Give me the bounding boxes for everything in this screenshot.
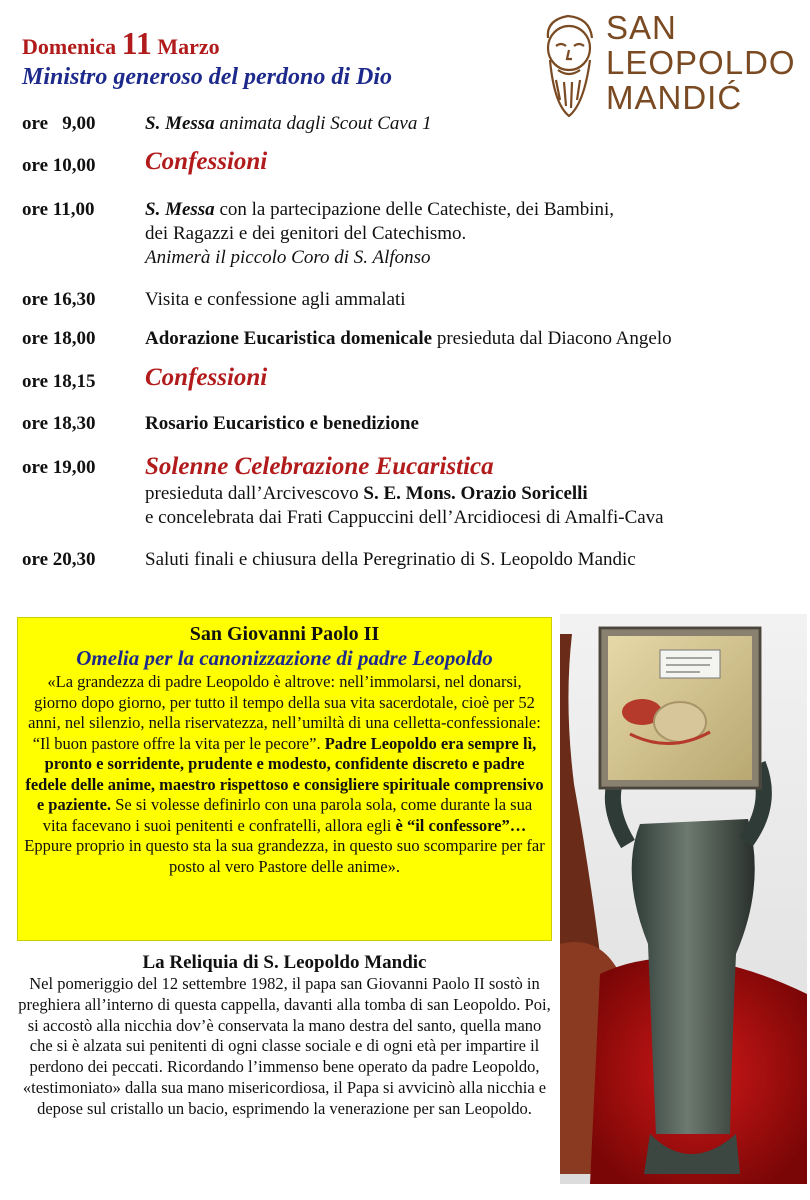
relic-text: Nel pomeriggio del 12 settembre 1982, il papa san Giovanni Paolo II sostò in preghiera all’interno di questa cappella, davanti alla tomba di san Leopoldo. Poi, si accostò alla nicchia dov’è conservata la mano destra del santo, quella mano che si è alzata sui penitenti di ogni classe sociale e di ogni età per impartire il perdono dei peccati. Ricordando l’immenso bene operato da padre Leopoldo, «testimoniato» dalla sua mano misericordiosa, il Papa si avvicinò alla nicchia e depose sul cristallo un bacio, esprimendo la venerazione per san Leopoldo.	[18, 974, 551, 1118]
schedule-desc: S. Messa con la partecipazione delle Catechiste, dei Bambini, dei Ragazzi e dei genitori del Catechismo. Animerà il piccolo Coro di S. Alfonso	[145, 199, 615, 268]
date-prefix: Domenica	[22, 34, 117, 59]
date-month: Marzo	[157, 34, 220, 59]
saint-portrait-icon	[536, 8, 606, 128]
schedule-time: ore 11,00	[22, 199, 95, 220]
logo	[536, 8, 806, 128]
schedule-desc: Rosario Eucaristico e benedizione	[145, 413, 419, 434]
schedule-desc: S. Messa animata dagli Scout Cava 1	[145, 113, 432, 134]
relic-section	[17, 952, 552, 1120]
schedule-time: ore 18,30	[22, 413, 96, 434]
reliquary-photo	[560, 614, 807, 1184]
homily-subtitle: Omelia per la canonizzazione di padre Leopoldo	[76, 646, 493, 670]
schedule-time: ore 18,15	[22, 371, 96, 392]
schedule-title: Confessioni	[145, 364, 268, 391]
schedule-time: ore 20,30	[22, 549, 96, 570]
schedule-desc: Visita e confessione agli ammalati	[145, 289, 406, 310]
homily-text: «La grandezza di padre Leopoldo è altrove: nell’immolarsi, nel donarsi, giorno dopo giorno, per tutto il tempo della sua vita sacerdotale, cioè per 52 anni, nel silenzio, nella riservatezza, nell’umiltà di una celletta-confessionale: “Il buon pastore offre la vita per le pecore”. Padre Leopoldo era sempre lì, pronto e sorridente, prudente e modesto, confidente discreto e padre fedele delle anime, maestro rispettoso e consigliere spirituale comprensivo e paziente. Se si volesse definirlo con una parola sola, come durante la sua vita facevano i suoi penitenti e confratelli, allora egli è “il confessore”… Eppure proprio in questo sta la sua grandezza, in questo suo scomparire per far posto al vero Pastore delle anime».	[24, 672, 545, 876]
logo-line-2: LEOPOLDO	[606, 44, 796, 81]
logo-text	[606, 10, 796, 115]
schedule-time: ore 18,00	[22, 328, 96, 349]
schedule-title: Confessioni	[145, 148, 268, 175]
homily-box	[17, 617, 552, 941]
logo-line-1: SAN	[606, 9, 677, 46]
logo-line-3: MANDIĆ	[606, 79, 743, 116]
page-subtitle: Ministro generoso del perdono di Dio	[22, 64, 393, 90]
homily-title: San Giovanni Paolo II	[189, 623, 380, 645]
schedule-time: ore 19,00	[22, 457, 96, 478]
schedule-desc: Solenne Celebrazione Eucaristica presieduta dall’Arcivescovo S. E. Mons. Orazio Soricelli e concelebrata dai Frati Cappuccini dell’Arcidiocesi di Amalfi-Cava	[145, 453, 664, 528]
schedule-desc: Saluti finali e chiusura della Peregrinatio di S. Leopoldo Mandic	[145, 549, 636, 570]
date-day: 11	[121, 25, 152, 61]
schedule-time: ore 10,00	[22, 155, 96, 176]
schedule-time: ore 16,30	[22, 289, 96, 310]
reliquary-hand-image	[560, 614, 807, 1184]
event-date	[22, 25, 220, 62]
schedule-desc: Adorazione Eucaristica domenicale presieduta dal Diacono Angelo	[145, 328, 672, 349]
relic-title: La Reliquia di S. Leopoldo Mandic	[142, 952, 427, 973]
schedule-time: ore 9,00	[22, 113, 96, 134]
